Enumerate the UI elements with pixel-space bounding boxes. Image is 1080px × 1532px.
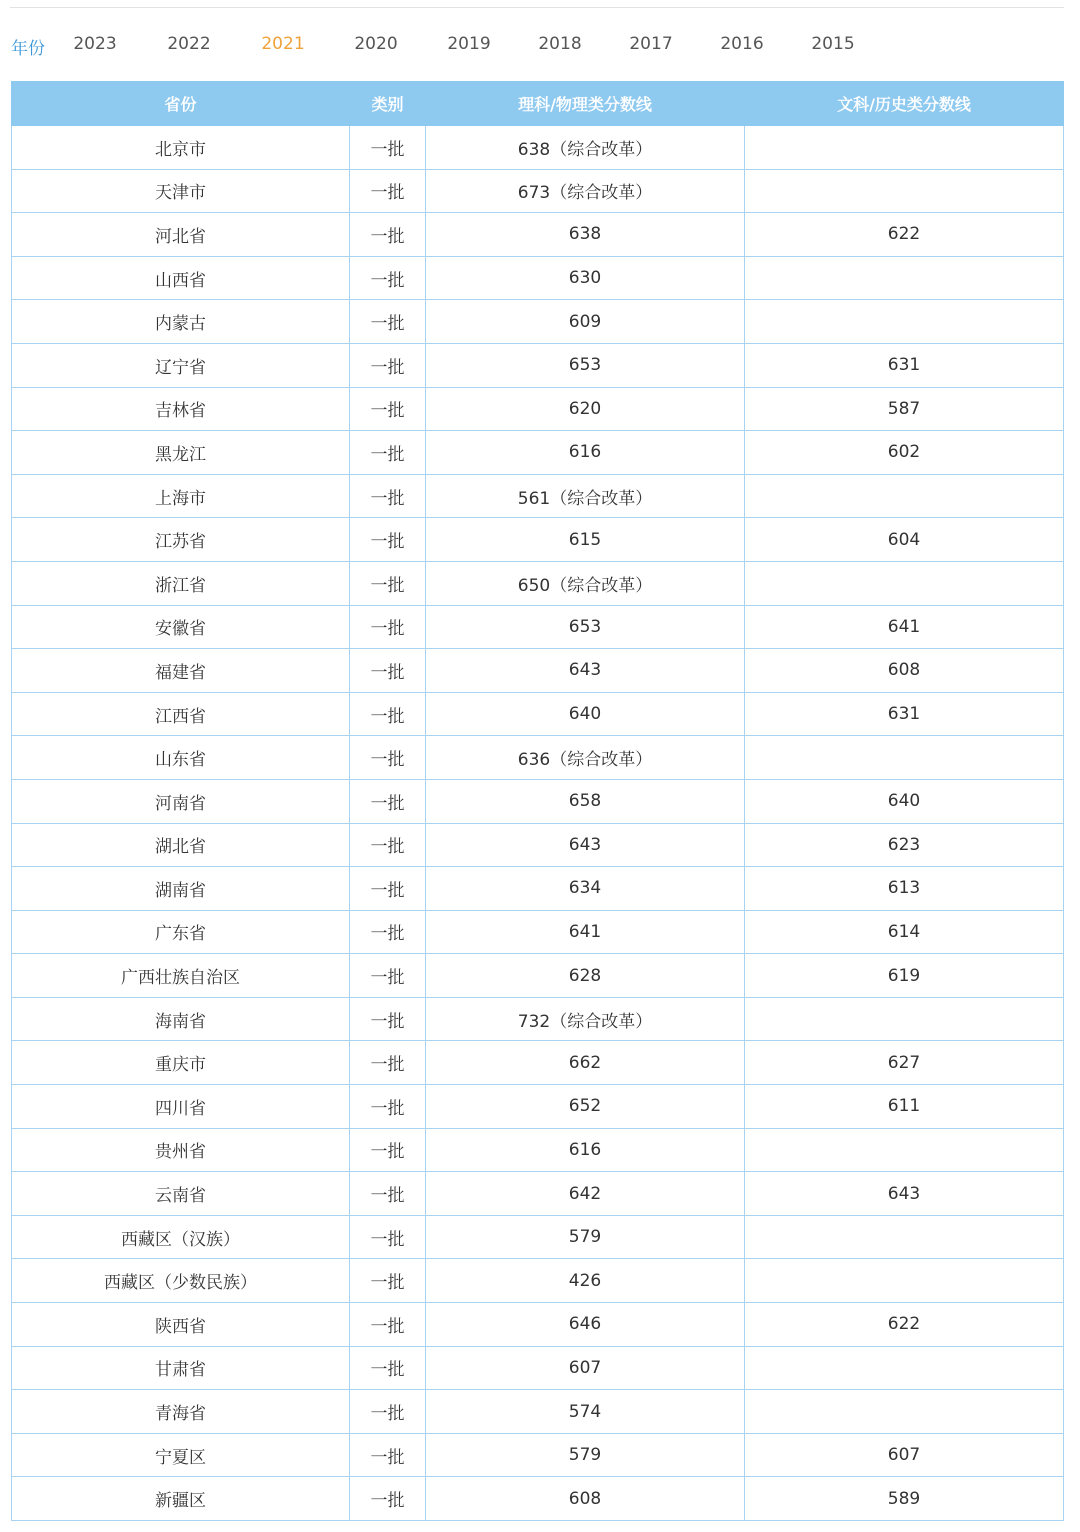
cell-province: 江西省	[12, 692, 350, 736]
cell-arts-score	[745, 736, 1064, 780]
cell-science-score: 426	[426, 1259, 745, 1303]
cell-science-score: 653	[426, 343, 745, 387]
table-row	[12, 997, 1064, 1041]
cell-science-score: 673（综合改革）	[426, 169, 745, 213]
cell-province: 西藏区（汉族）	[12, 1215, 350, 1259]
cell-category: 一批	[350, 431, 426, 475]
table-row	[12, 867, 1064, 911]
cell-category: 一批	[350, 823, 426, 867]
table-row	[12, 518, 1064, 562]
cell-category: 一批	[350, 736, 426, 780]
table-row	[12, 779, 1064, 823]
cell-category: 一批	[350, 1259, 426, 1303]
cell-science-score: 642	[426, 1172, 745, 1216]
cell-arts-score: 631	[745, 343, 1064, 387]
cell-science-score: 640	[426, 692, 745, 736]
year-filter-bar	[0, 30, 1080, 60]
cell-science-score: 634	[426, 867, 745, 911]
table-row	[12, 300, 1064, 344]
cell-science-score: 638（综合改革）	[426, 126, 745, 170]
cell-science-score: 650（综合改革）	[426, 561, 745, 605]
cell-arts-score: 641	[745, 605, 1064, 649]
cell-province: 辽宁省	[12, 343, 350, 387]
cell-science-score: 658	[426, 779, 745, 823]
cell-category: 一批	[350, 561, 426, 605]
cell-category: 一批	[350, 1172, 426, 1216]
cell-province: 广东省	[12, 910, 350, 954]
cell-province: 云南省	[12, 1172, 350, 1216]
cell-arts-score: 611	[745, 1085, 1064, 1129]
table-row	[12, 1172, 1064, 1216]
score-table	[11, 81, 1064, 1521]
cell-province: 宁夏区	[12, 1433, 350, 1477]
table-row	[12, 1390, 1064, 1434]
year-tab-2016[interactable]: 2016	[720, 34, 764, 54]
cell-province: 湖南省	[12, 867, 350, 911]
header-province: 省份	[12, 82, 350, 126]
table-row	[12, 256, 1064, 300]
year-tab-2017[interactable]: 2017	[629, 34, 673, 54]
cell-arts-score	[745, 1215, 1064, 1259]
table-row	[12, 431, 1064, 475]
cell-arts-score: 613	[745, 867, 1064, 911]
table-row	[12, 474, 1064, 518]
table-row	[12, 1433, 1064, 1477]
cell-arts-score: 589	[745, 1477, 1064, 1521]
cell-arts-score	[745, 474, 1064, 518]
cell-science-score: 608	[426, 1477, 745, 1521]
cell-science-score: 615	[426, 518, 745, 562]
cell-arts-score: 614	[745, 910, 1064, 954]
cell-arts-score: 640	[745, 779, 1064, 823]
year-tab-2015[interactable]: 2015	[811, 34, 855, 54]
cell-province: 山西省	[12, 256, 350, 300]
cell-category: 一批	[350, 1041, 426, 1085]
cell-arts-score	[745, 256, 1064, 300]
cell-category: 一批	[350, 474, 426, 518]
cell-science-score: 630	[426, 256, 745, 300]
cell-category: 一批	[350, 1433, 426, 1477]
cell-arts-score: 587	[745, 387, 1064, 431]
year-tab-2023[interactable]: 2023	[73, 34, 117, 54]
cell-province: 江苏省	[12, 518, 350, 562]
cell-category: 一批	[350, 1477, 426, 1521]
table-row	[12, 605, 1064, 649]
table-row	[12, 387, 1064, 431]
cell-arts-score: 627	[745, 1041, 1064, 1085]
table-row	[12, 561, 1064, 605]
cell-science-score: 636（综合改革）	[426, 736, 745, 780]
cell-province: 贵州省	[12, 1128, 350, 1172]
cell-category: 一批	[350, 1390, 426, 1434]
cell-category: 一批	[350, 213, 426, 257]
cell-province: 北京市	[12, 126, 350, 170]
cell-arts-score: 607	[745, 1433, 1064, 1477]
cell-province: 山东省	[12, 736, 350, 780]
cell-province: 湖北省	[12, 823, 350, 867]
cell-category: 一批	[350, 1085, 426, 1129]
table-row	[12, 736, 1064, 780]
cell-science-score: 620	[426, 387, 745, 431]
cell-province: 新疆区	[12, 1477, 350, 1521]
table-row	[12, 692, 1064, 736]
cell-arts-score: 604	[745, 518, 1064, 562]
cell-province: 吉林省	[12, 387, 350, 431]
table-row	[12, 1215, 1064, 1259]
cell-arts-score: 631	[745, 692, 1064, 736]
table-row	[12, 954, 1064, 998]
cell-science-score: 609	[426, 300, 745, 344]
header-category: 类别	[350, 82, 426, 126]
cell-science-score: 653	[426, 605, 745, 649]
cell-category: 一批	[350, 649, 426, 693]
cell-province: 天津市	[12, 169, 350, 213]
table-row	[12, 649, 1064, 693]
cell-science-score: 662	[426, 1041, 745, 1085]
cell-arts-score	[745, 1128, 1064, 1172]
year-tab-2020[interactable]: 2020	[354, 34, 398, 54]
cell-arts-score	[745, 1346, 1064, 1390]
table-row	[12, 169, 1064, 213]
year-tab-2021-selected[interactable]: 2021	[261, 34, 305, 54]
cell-arts-score: 623	[745, 823, 1064, 867]
cell-province: 河北省	[12, 213, 350, 257]
cell-arts-score: 602	[745, 431, 1064, 475]
cell-category: 一批	[350, 692, 426, 736]
table-body	[12, 126, 1064, 1521]
cell-category: 一批	[350, 126, 426, 170]
cell-arts-score: 622	[745, 213, 1064, 257]
table-row	[12, 213, 1064, 257]
table-row	[12, 1041, 1064, 1085]
year-tab-2019[interactable]: 2019	[447, 34, 491, 54]
cell-science-score: 646	[426, 1303, 745, 1347]
header-science-score: 理科/物理类分数线	[426, 82, 745, 126]
year-filter-label: 年份	[11, 39, 45, 59]
cell-science-score: 628	[426, 954, 745, 998]
table-row	[12, 1303, 1064, 1347]
cell-province: 甘肃省	[12, 1346, 350, 1390]
cell-category: 一批	[350, 1346, 426, 1390]
cell-category: 一批	[350, 1215, 426, 1259]
cell-category: 一批	[350, 954, 426, 998]
cell-province: 安徽省	[12, 605, 350, 649]
cell-arts-score	[745, 997, 1064, 1041]
cell-arts-score	[745, 169, 1064, 213]
cell-province: 西藏区（少数民族）	[12, 1259, 350, 1303]
table-row	[12, 1346, 1064, 1390]
table-row	[12, 910, 1064, 954]
cell-category: 一批	[350, 518, 426, 562]
cell-science-score: 561（综合改革）	[426, 474, 745, 518]
cell-category: 一批	[350, 910, 426, 954]
cell-province: 黑龙江	[12, 431, 350, 475]
cell-category: 一批	[350, 1303, 426, 1347]
cell-science-score: 643	[426, 649, 745, 693]
table-row	[12, 1477, 1064, 1521]
cell-science-score: 732（综合改革）	[426, 997, 745, 1041]
cell-science-score: 652	[426, 1085, 745, 1129]
cell-province: 上海市	[12, 474, 350, 518]
cell-science-score: 579	[426, 1215, 745, 1259]
table-row	[12, 1128, 1064, 1172]
cell-category: 一批	[350, 997, 426, 1041]
cell-arts-score	[745, 126, 1064, 170]
year-tab-2018[interactable]: 2018	[538, 34, 582, 54]
table-row	[12, 126, 1064, 170]
cell-province: 广西壮族自治区	[12, 954, 350, 998]
cell-province: 河南省	[12, 779, 350, 823]
cell-science-score: 574	[426, 1390, 745, 1434]
cell-province: 福建省	[12, 649, 350, 693]
table-header-row	[12, 82, 1064, 126]
cell-province: 海南省	[12, 997, 350, 1041]
header-arts-score: 文科/历史类分数线	[745, 82, 1064, 126]
table-row	[12, 823, 1064, 867]
cell-province: 青海省	[12, 1390, 350, 1434]
cell-arts-score	[745, 1390, 1064, 1434]
cell-category: 一批	[350, 169, 426, 213]
cell-arts-score: 619	[745, 954, 1064, 998]
cell-province: 重庆市	[12, 1041, 350, 1085]
year-tab-2022[interactable]: 2022	[167, 34, 211, 54]
table-row	[12, 1259, 1064, 1303]
cell-category: 一批	[350, 605, 426, 649]
cell-science-score: 607	[426, 1346, 745, 1390]
cell-arts-score: 622	[745, 1303, 1064, 1347]
cell-science-score: 643	[426, 823, 745, 867]
cell-category: 一批	[350, 256, 426, 300]
cell-arts-score	[745, 300, 1064, 344]
cell-province: 浙江省	[12, 561, 350, 605]
cell-category: 一批	[350, 867, 426, 911]
cell-science-score: 641	[426, 910, 745, 954]
cell-science-score: 579	[426, 1433, 745, 1477]
top-divider	[10, 7, 1064, 8]
cell-category: 一批	[350, 779, 426, 823]
cell-province: 陕西省	[12, 1303, 350, 1347]
cell-arts-score: 643	[745, 1172, 1064, 1216]
cell-arts-score: 608	[745, 649, 1064, 693]
cell-arts-score	[745, 561, 1064, 605]
cell-category: 一批	[350, 343, 426, 387]
cell-category: 一批	[350, 1128, 426, 1172]
cell-science-score: 616	[426, 1128, 745, 1172]
cell-arts-score	[745, 1259, 1064, 1303]
cell-category: 一批	[350, 387, 426, 431]
cell-province: 内蒙古	[12, 300, 350, 344]
table-row	[12, 343, 1064, 387]
cell-science-score: 616	[426, 431, 745, 475]
cell-category: 一批	[350, 300, 426, 344]
table-row	[12, 1085, 1064, 1129]
cell-province: 四川省	[12, 1085, 350, 1129]
cell-science-score: 638	[426, 213, 745, 257]
